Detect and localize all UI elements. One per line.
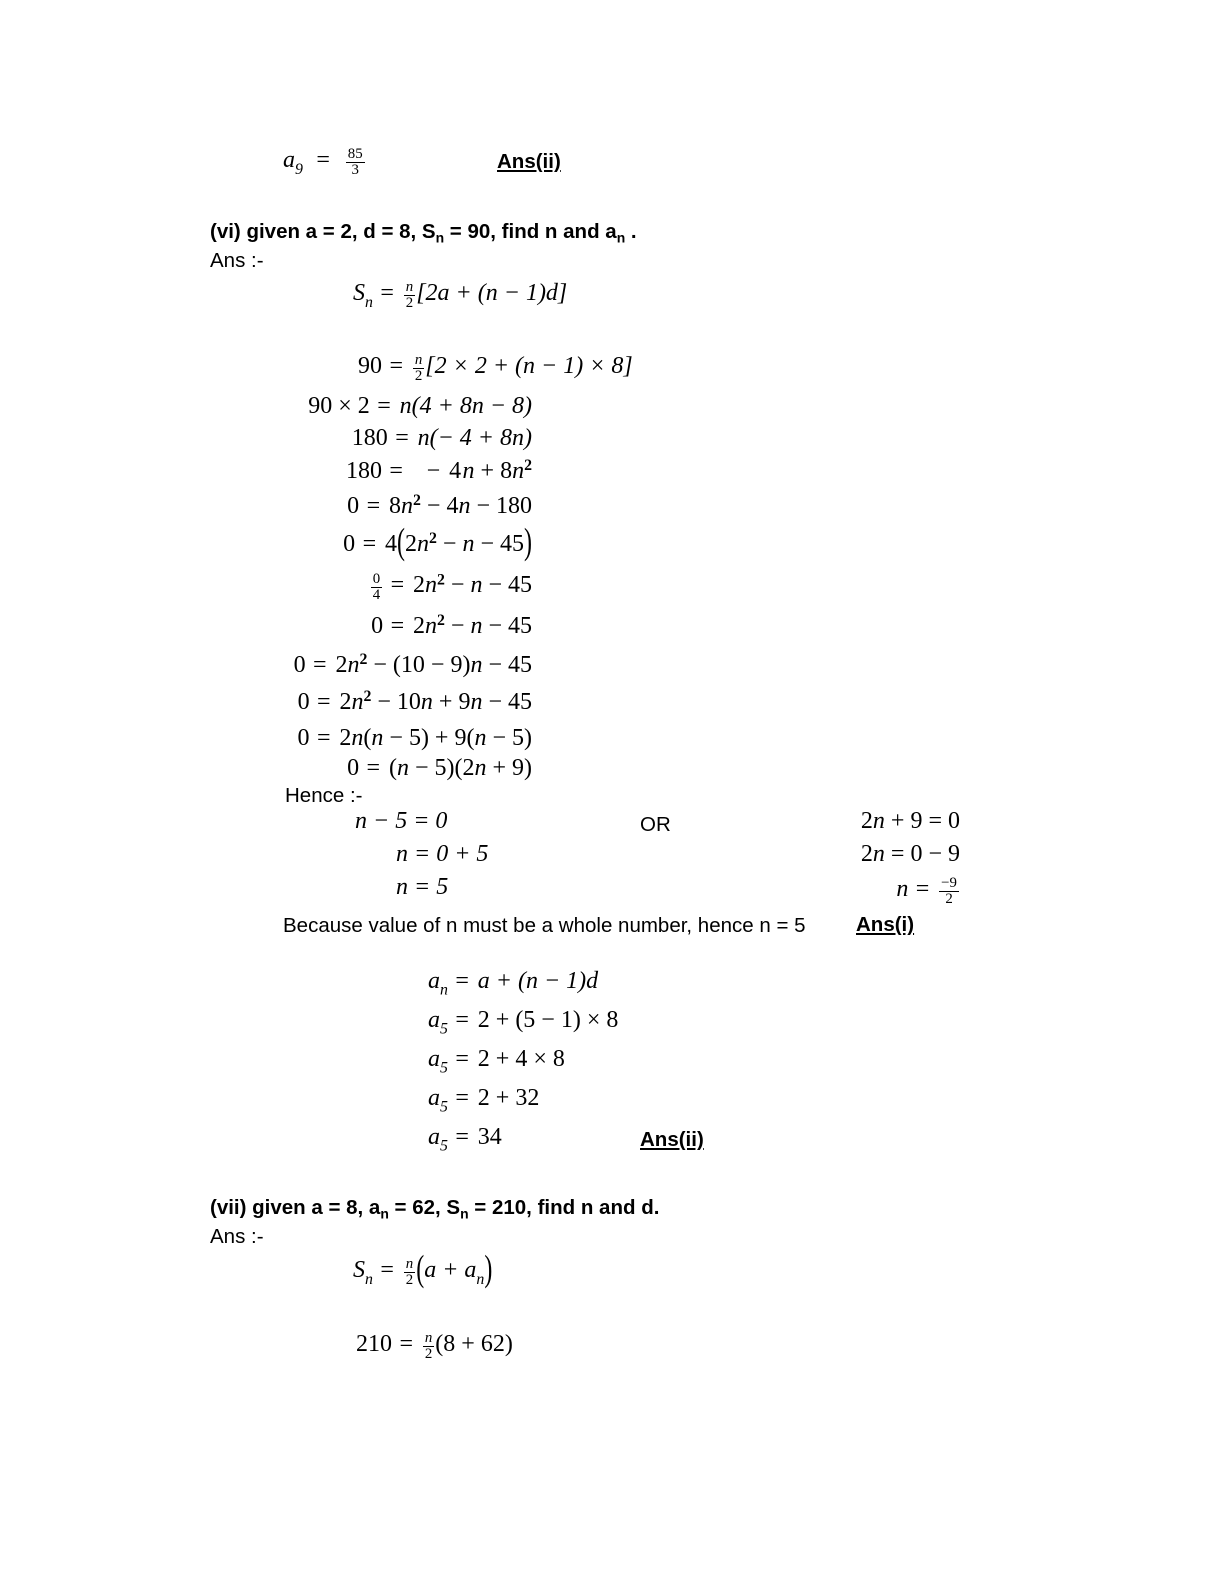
or-label: OR (640, 813, 671, 836)
problem-vi-ans-intro: Ans :- (210, 249, 264, 272)
formula-sn-vi: $S_n$ = $\frac{n}{2}$ [2a + (n − 1)d] (353, 278, 568, 312)
step-row-4: 180 = − $4n + 8n^2$ (345, 457, 532, 484)
an-steps-stack (428, 969, 618, 1164)
branch-right (640, 809, 960, 908)
step-row-1: 90 = $\frac{n}{2}$ [2 × 2 + (n − 1) × 8] (358, 351, 633, 385)
step-row-12: 0 = (n − 5)(2n + 9) (347, 755, 532, 781)
formula-sn-lhs: S (353, 280, 365, 307)
an-step-row-2: $a_5 = 2 + (5 - 1) \times 8$ (428, 1007, 619, 1038)
formula-sn-lhs-sub: n (365, 293, 373, 311)
step-vii-lhs: 210 (356, 1331, 392, 1358)
step-row-9: $0 = 2n^2 - (10 - 9)n - 45$ (293, 651, 532, 678)
step-row-10: $0 = 2n^2 - 10n + 9n - 45$ (297, 688, 532, 715)
formula-sn-rhs: [2a + (n − 1)d] (416, 280, 568, 307)
problem-vi-heading-part2: = 90, find n and a (444, 220, 617, 243)
step-vii-frac-num: n (424, 1329, 433, 1346)
problem-vii-heading (210, 1195, 659, 1222)
step-vii-rhs: (8 + 62) (435, 1331, 513, 1358)
step-row-11: 0 = 2n(n − 5) + 9(n − 5) (297, 725, 532, 751)
step-vii-row-1: 210 = $\frac{n}{2}$ (8 + 62) (356, 1329, 513, 1363)
problem-vii-heading-sub-n1: n (380, 1205, 389, 1222)
branch-right-line-3: n = $\frac{-9}{2}$ (896, 874, 957, 908)
problem-vi-heading-sub-n2: n (616, 229, 626, 246)
problem-vii-heading-part2: = 62, S (388, 1196, 461, 1219)
an-step-row-1: $a_n = a + (n - 1)d$ (428, 968, 599, 999)
answer-label-ii-bottom: Ans(ii) (640, 1128, 704, 1151)
an-step-row-4: $a_5 = 2 + 32$ (428, 1085, 540, 1116)
problem-vi-heading (210, 219, 637, 246)
formula-vii-rhs: a + a (424, 1257, 477, 1284)
branch-left-line-3: n = 5 (396, 874, 449, 900)
formula-vii-lhs-sub: n (365, 1270, 373, 1288)
answer-label-i: Ans(i) (856, 913, 915, 936)
steps-stack (150, 394, 710, 786)
step-row-8: $0 = 2n^2 - n - 45$ (371, 612, 532, 639)
formula-sn-frac-den: 2 (405, 295, 414, 312)
formula-vii-frac-num: n (405, 1255, 414, 1272)
branch-right-line-2: 2n = 0 − 9 (860, 841, 960, 867)
fraction-numerator: 85 (347, 145, 363, 162)
formula-vii-lhs: S (353, 1257, 365, 1284)
formula-vii-frac-den: 2 (405, 1272, 414, 1289)
fraction-denominator: 3 (351, 162, 359, 179)
answer-label-top: Ans(ii) (497, 150, 561, 173)
branch-left (200, 809, 530, 908)
problem-vii-heading-part3: = 210, find n and d. (468, 1196, 660, 1219)
hence-label: Hence :- (285, 784, 363, 807)
an-step-row-3: $a_5 = 2 + 4 \times 8$ (428, 1046, 565, 1077)
step-vii-frac-den: 2 (424, 1346, 433, 1363)
formula-vii-close-paren: ) (484, 1249, 493, 1290)
step-row-2: 90 × 2 = n(4 + 8n − 8) (308, 393, 532, 419)
step-row-6: $0 = 4(2n^2 - n - 45)$ (343, 522, 532, 564)
conclusion-text: Because value of n must be a whole number, hence n = 5 (283, 914, 806, 937)
formula-sn-vii: $S_n$ = $\frac{n}{2}$ $(a + a_n)$ (353, 1249, 493, 1290)
problem-vii-ans-intro: Ans :- (210, 1225, 264, 1248)
branch-left-line-2: n = 0 + 5 (396, 841, 489, 867)
branch-right-frac-den: 2 (945, 891, 953, 908)
equation-a9-result: $a_9$ = $\frac{85}{3}$ (283, 145, 363, 179)
problem-vi-heading-part3: . (625, 220, 637, 243)
step-row-3: 180 = n(− 4 + 8n) (351, 425, 532, 451)
formula-vii-rhs-sub: n (476, 1270, 485, 1288)
formula-sn-frac-num: n (405, 278, 414, 295)
branch-right-frac-num: −9 (941, 874, 957, 891)
step-row-7: $\frac{0}{4}$ = $2n^2 - n - 45$ (372, 570, 532, 604)
problem-vi-heading-sub-n1: n (435, 229, 445, 246)
branch-right-line-1: 2n + 9 = 0 (860, 808, 960, 834)
branch-left-line-1: n − 5 = 0 (355, 808, 448, 834)
an-step-row-5: $a_5 = 34$ (428, 1124, 502, 1155)
problem-vi-heading-part1: (vi) given a = 2, d = 8, S (210, 220, 436, 243)
problem-vii-heading-part1: (vii) given a = 8, a (210, 1196, 381, 1219)
problem-vii-heading-sub-n2: n (460, 1205, 469, 1222)
step-row-5: $0 = 8n^2 - 4n - 180$ (347, 492, 532, 519)
formula-vii-open-paren: ( (416, 1249, 425, 1290)
